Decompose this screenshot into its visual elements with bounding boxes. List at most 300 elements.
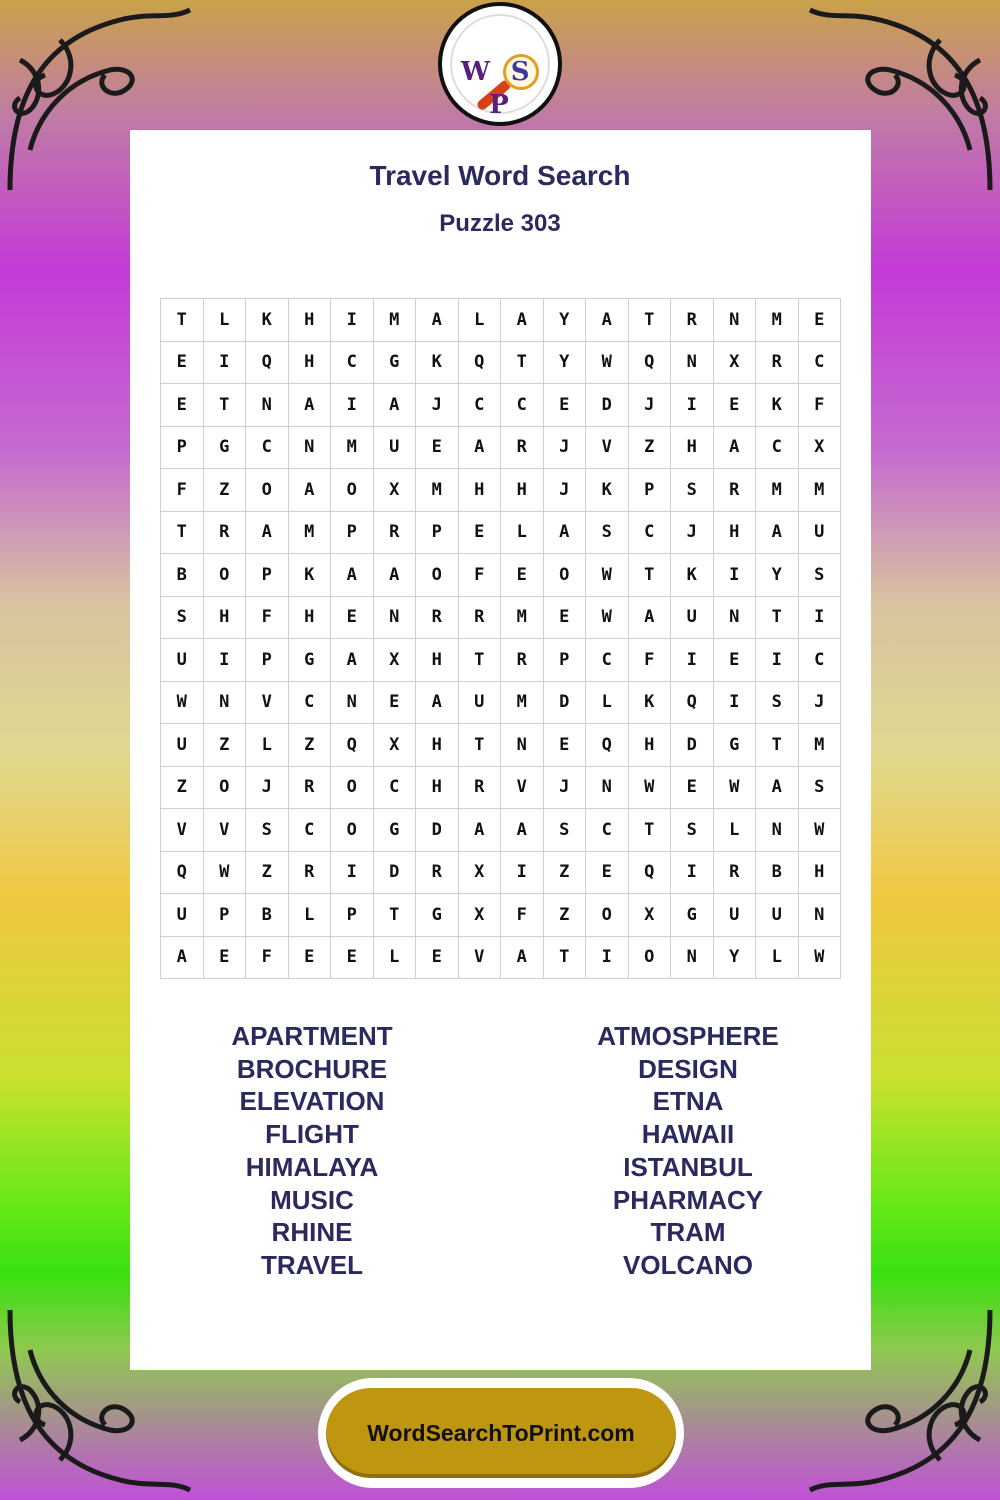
grid-cell[interactable]: M	[798, 469, 841, 512]
grid-cell[interactable]: E	[373, 681, 416, 724]
word-item: DESIGN	[638, 1053, 738, 1084]
grid-cell[interactable]: A	[373, 554, 416, 597]
grid-cell[interactable]: V	[458, 936, 501, 979]
grid-cell[interactable]: H	[288, 596, 331, 639]
grid-cell[interactable]: K	[671, 554, 714, 597]
logo-letter-s: S	[503, 54, 539, 90]
word-item: TRAM	[650, 1217, 726, 1248]
grid-cell[interactable]: H	[416, 724, 459, 767]
grid-cell[interactable]: Z	[203, 469, 246, 512]
grid-cell[interactable]: V	[586, 426, 629, 469]
grid-cell[interactable]: E	[331, 936, 374, 979]
grid-cell[interactable]: I	[203, 341, 246, 384]
grid-cell[interactable]: S	[246, 809, 289, 852]
grid-cell[interactable]: E	[543, 596, 586, 639]
grid-cell[interactable]: M	[798, 724, 841, 767]
grid-cell[interactable]: R	[501, 639, 544, 682]
grid-cell[interactable]: A	[628, 596, 671, 639]
grid-cell[interactable]: A	[458, 426, 501, 469]
grid-cell[interactable]: B	[756, 851, 799, 894]
grid-cell[interactable]: J	[543, 766, 586, 809]
grid-cell[interactable]: F	[501, 894, 544, 937]
grid-cell[interactable]: T	[161, 299, 204, 342]
grid-cell[interactable]: E	[671, 766, 714, 809]
grid-cell[interactable]: H	[288, 299, 331, 342]
grid-cell[interactable]: X	[628, 894, 671, 937]
wsp-logo	[438, 2, 562, 126]
grid-cell[interactable]: M	[331, 426, 374, 469]
grid-cell[interactable]: Z	[543, 851, 586, 894]
grid-cell[interactable]: O	[203, 766, 246, 809]
grid-row	[161, 724, 841, 767]
grid-cell[interactable]: N	[203, 681, 246, 724]
grid-cell[interactable]: W	[798, 809, 841, 852]
grid-row	[161, 639, 841, 682]
grid-cell[interactable]: A	[543, 511, 586, 554]
word-item: ATMOSPHERE	[597, 1021, 779, 1051]
grid-cell[interactable]: A	[501, 936, 544, 979]
grid-cell[interactable]: K	[628, 681, 671, 724]
word-item: ETNA	[652, 1086, 724, 1117]
word-item: HIMALAYA	[245, 1151, 379, 1182]
grid-cell[interactable]: U	[161, 894, 204, 937]
grid-cell[interactable]: I	[671, 384, 714, 427]
grid-cell[interactable]: F	[458, 554, 501, 597]
grid-row	[161, 596, 841, 639]
grid-cell[interactable]: S	[671, 809, 714, 852]
grid-cell[interactable]: F	[246, 936, 289, 979]
grid-cell[interactable]: X	[373, 724, 416, 767]
grid-cell[interactable]: I	[671, 851, 714, 894]
grid-cell[interactable]: K	[246, 299, 289, 342]
grid-cell[interactable]: H	[288, 341, 331, 384]
grid-row	[161, 894, 841, 937]
grid-cell[interactable]: W	[586, 596, 629, 639]
logo-ring	[450, 14, 550, 120]
grid-cell[interactable]: I	[203, 639, 246, 682]
grid-cell[interactable]: K	[288, 554, 331, 597]
grid-cell[interactable]: L	[756, 936, 799, 979]
grid-cell[interactable]: N	[288, 426, 331, 469]
grid-row	[161, 299, 841, 342]
grid-cell[interactable]: H	[798, 851, 841, 894]
grid-cell[interactable]: Z	[288, 724, 331, 767]
grid-cell[interactable]: T	[203, 384, 246, 427]
grid-cell[interactable]: T	[628, 299, 671, 342]
grid-cell[interactable]: L	[246, 724, 289, 767]
grid-cell[interactable]: R	[373, 511, 416, 554]
grid-cell[interactable]: Y	[756, 554, 799, 597]
grid-cell[interactable]: A	[586, 299, 629, 342]
grid-cell[interactable]: W	[161, 681, 204, 724]
grid-cell[interactable]: T	[458, 639, 501, 682]
grid-cell[interactable]: U	[161, 639, 204, 682]
grid-cell[interactable]: W	[628, 766, 671, 809]
grid-cell[interactable]: F	[798, 384, 841, 427]
grid-cell[interactable]: H	[458, 469, 501, 512]
grid-cell[interactable]: Q	[331, 724, 374, 767]
word-item: APARTMENT	[231, 1021, 393, 1051]
word-list-right	[538, 1020, 838, 1282]
grid-cell[interactable]: Q	[161, 851, 204, 894]
grid-cell[interactable]: T	[756, 596, 799, 639]
grid-row	[161, 809, 841, 852]
grid-row	[161, 341, 841, 384]
grid-cell[interactable]: T	[373, 894, 416, 937]
grid-cell[interactable]: E	[458, 511, 501, 554]
grid-row	[161, 936, 841, 979]
grid-cell[interactable]: I	[671, 639, 714, 682]
grid-cell[interactable]: S	[586, 511, 629, 554]
grid-row	[161, 469, 841, 512]
grid-cell[interactable]: A	[246, 511, 289, 554]
grid-cell[interactable]: N	[671, 936, 714, 979]
grid-cell[interactable]: C	[586, 639, 629, 682]
grid-cell[interactable]: Z	[543, 894, 586, 937]
grid-cell[interactable]: O	[331, 809, 374, 852]
grid-cell[interactable]: P	[543, 639, 586, 682]
grid-cell[interactable]: H	[501, 469, 544, 512]
grid-cell[interactable]: Z	[246, 851, 289, 894]
grid-cell[interactable]: C	[288, 809, 331, 852]
grid-cell[interactable]: Y	[713, 936, 756, 979]
grid-cell[interactable]: N	[373, 596, 416, 639]
grid-cell[interactable]: I	[713, 681, 756, 724]
grid-cell[interactable]: X	[458, 894, 501, 937]
grid-cell[interactable]: T	[501, 341, 544, 384]
grid-cell[interactable]: D	[373, 851, 416, 894]
grid-cell[interactable]: A	[458, 809, 501, 852]
grid-cell[interactable]: J	[798, 681, 841, 724]
grid-cell[interactable]: A	[288, 469, 331, 512]
grid-cell[interactable]: H	[203, 596, 246, 639]
grid-cell[interactable]: C	[798, 341, 841, 384]
grid-row	[161, 766, 841, 809]
grid-cell[interactable]: L	[203, 299, 246, 342]
grid-cell[interactable]: E	[161, 384, 204, 427]
grid-cell[interactable]: W	[203, 851, 246, 894]
grid-cell[interactable]: R	[288, 766, 331, 809]
grid-cell[interactable]: F	[628, 639, 671, 682]
grid-cell[interactable]: N	[756, 809, 799, 852]
grid-cell[interactable]: O	[203, 554, 246, 597]
grid-cell[interactable]: R	[713, 851, 756, 894]
grid-cell[interactable]: F	[246, 596, 289, 639]
grid-cell[interactable]: Q	[671, 681, 714, 724]
grid-cell[interactable]: O	[543, 554, 586, 597]
grid-cell[interactable]: X	[798, 426, 841, 469]
grid-cell[interactable]: L	[373, 936, 416, 979]
grid-cell[interactable]: N	[586, 766, 629, 809]
grid-cell[interactable]: P	[246, 554, 289, 597]
grid-cell[interactable]: V	[203, 809, 246, 852]
grid-cell[interactable]: N	[713, 596, 756, 639]
grid-cell[interactable]: A	[288, 384, 331, 427]
grid-cell[interactable]: B	[161, 554, 204, 597]
grid-cell[interactable]: Z	[161, 766, 204, 809]
grid-cell[interactable]: Z	[628, 426, 671, 469]
grid-cell[interactable]: N	[246, 384, 289, 427]
grid-cell[interactable]: H	[416, 766, 459, 809]
grid-cell[interactable]: J	[671, 511, 714, 554]
grid-cell[interactable]: I	[331, 299, 374, 342]
grid-cell[interactable]: T	[628, 809, 671, 852]
grid-cell[interactable]: M	[501, 596, 544, 639]
grid-cell[interactable]: D	[671, 724, 714, 767]
grid-cell[interactable]: V	[246, 681, 289, 724]
grid-cell[interactable]: E	[543, 724, 586, 767]
grid-cell[interactable]: Q	[628, 341, 671, 384]
grid-cell[interactable]: U	[671, 596, 714, 639]
grid-row	[161, 384, 841, 427]
grid-cell[interactable]: J	[416, 384, 459, 427]
grid-cell[interactable]: K	[416, 341, 459, 384]
grid-cell[interactable]: D	[543, 681, 586, 724]
grid-cell[interactable]: N	[331, 681, 374, 724]
grid-cell[interactable]: E	[713, 639, 756, 682]
grid-cell[interactable]: D	[586, 384, 629, 427]
word-item: ISTANBUL	[623, 1151, 753, 1182]
grid-cell[interactable]: J	[543, 426, 586, 469]
grid-cell[interactable]: C	[756, 426, 799, 469]
grid-cell[interactable]: S	[798, 766, 841, 809]
grid-cell[interactable]: U	[161, 724, 204, 767]
grid-cell[interactable]: R	[203, 511, 246, 554]
grid-cell[interactable]: G	[713, 724, 756, 767]
grid-row	[161, 681, 841, 724]
grid-cell[interactable]: P	[331, 894, 374, 937]
grid-cell[interactable]: E	[161, 341, 204, 384]
grid-cell[interactable]: L	[288, 894, 331, 937]
grid-cell[interactable]: M	[416, 469, 459, 512]
grid-cell[interactable]: P	[203, 894, 246, 937]
grid-cell[interactable]: T	[458, 724, 501, 767]
grid-cell[interactable]: Q	[586, 724, 629, 767]
grid-cell[interactable]: Y	[543, 299, 586, 342]
grid-cell[interactable]: N	[713, 299, 756, 342]
grid-cell[interactable]: X	[373, 639, 416, 682]
grid-cell[interactable]: A	[161, 936, 204, 979]
grid-cell[interactable]: W	[798, 936, 841, 979]
grid-cell[interactable]: E	[288, 936, 331, 979]
grid-cell[interactable]: D	[416, 809, 459, 852]
grid-cell[interactable]: H	[416, 639, 459, 682]
word-item: BROCHURE	[236, 1053, 388, 1084]
grid-cell[interactable]: E	[798, 299, 841, 342]
grid-cell[interactable]: Y	[543, 341, 586, 384]
grid-cell[interactable]: A	[501, 299, 544, 342]
footer-pill[interactable]	[326, 1388, 676, 1478]
grid-cell[interactable]: V	[501, 766, 544, 809]
grid-cell[interactable]: R	[713, 469, 756, 512]
puzzle-number: Puzzle 303	[439, 210, 561, 237]
grid-cell[interactable]: R	[416, 596, 459, 639]
grid-cell[interactable]: R	[458, 596, 501, 639]
grid-cell[interactable]: E	[416, 426, 459, 469]
grid-cell[interactable]: T	[543, 936, 586, 979]
grid-cell[interactable]: G	[416, 894, 459, 937]
grid-cell[interactable]: L	[713, 809, 756, 852]
logo-letter-p: P	[489, 90, 511, 120]
letter-grid	[160, 298, 841, 979]
grid-cell[interactable]: N	[501, 724, 544, 767]
grid-cell[interactable]: I	[331, 851, 374, 894]
grid-cell[interactable]: I	[501, 851, 544, 894]
grid-cell[interactable]: K	[756, 384, 799, 427]
word-list-left	[162, 1020, 462, 1282]
grid-row	[161, 511, 841, 554]
grid-cell[interactable]: U	[373, 426, 416, 469]
grid-cell[interactable]: Q	[246, 341, 289, 384]
grid-row	[161, 554, 841, 597]
grid-cell[interactable]: S	[671, 469, 714, 512]
grid-cell[interactable]: S	[543, 809, 586, 852]
grid-cell[interactable]: E	[586, 851, 629, 894]
grid-cell[interactable]: A	[501, 809, 544, 852]
grid-cell[interactable]: U	[798, 511, 841, 554]
grid-cell[interactable]: A	[331, 554, 374, 597]
grid-cell[interactable]: U	[713, 894, 756, 937]
grid-cell[interactable]: A	[331, 639, 374, 682]
word-item: HAWAII	[641, 1119, 735, 1150]
grid-cell[interactable]: W	[586, 554, 629, 597]
word-item: PHARMACY	[612, 1184, 764, 1215]
grid-cell[interactable]: R	[416, 851, 459, 894]
grid-cell[interactable]: N	[671, 341, 714, 384]
grid-cell[interactable]: L	[501, 511, 544, 554]
grid-cell[interactable]: A	[756, 511, 799, 554]
grid-cell[interactable]: I	[798, 596, 841, 639]
grid-cell[interactable]: R	[756, 341, 799, 384]
footer-badge	[318, 1378, 684, 1488]
grid-cell[interactable]: X	[713, 341, 756, 384]
grid-cell[interactable]: M	[501, 681, 544, 724]
grid-cell[interactable]: L	[586, 681, 629, 724]
grid-cell[interactable]: R	[288, 851, 331, 894]
word-item: ELEVATION	[239, 1086, 385, 1117]
grid-cell[interactable]: X	[458, 851, 501, 894]
grid-cell[interactable]: C	[288, 681, 331, 724]
grid-cell[interactable]: H	[671, 426, 714, 469]
grid-cell[interactable]: C	[246, 426, 289, 469]
grid-cell[interactable]: O	[246, 469, 289, 512]
grid-cell[interactable]: E	[331, 596, 374, 639]
grid-cell[interactable]: U	[458, 681, 501, 724]
grid-cell[interactable]: E	[203, 936, 246, 979]
grid-cell[interactable]: K	[586, 469, 629, 512]
grid-cell[interactable]: C	[586, 809, 629, 852]
grid-cell[interactable]: I	[756, 639, 799, 682]
grid-cell[interactable]: C	[458, 384, 501, 427]
grid-cell[interactable]: J	[628, 384, 671, 427]
grid-cell[interactable]: T	[756, 724, 799, 767]
grid-cell[interactable]: G	[203, 426, 246, 469]
grid-row	[161, 426, 841, 469]
grid-cell[interactable]: T	[628, 554, 671, 597]
grid-cell[interactable]: P	[161, 426, 204, 469]
grid-cell[interactable]: G	[671, 894, 714, 937]
grid-cell[interactable]: A	[373, 384, 416, 427]
grid-row	[161, 851, 841, 894]
grid-cell[interactable]: A	[756, 766, 799, 809]
grid-cell[interactable]: W	[713, 766, 756, 809]
grid-cell[interactable]: M	[756, 469, 799, 512]
word-item: VOLCANO	[623, 1249, 753, 1280]
footer-site-link[interactable]: WordSearchToPrint.com	[367, 1419, 635, 1446]
grid-cell[interactable]: X	[373, 469, 416, 512]
grid-cell[interactable]: I	[713, 554, 756, 597]
grid-cell[interactable]: M	[288, 511, 331, 554]
grid-cell[interactable]: O	[416, 554, 459, 597]
grid-cell[interactable]: C	[373, 766, 416, 809]
grid-cell[interactable]: E	[713, 384, 756, 427]
grid-cell[interactable]: P	[246, 639, 289, 682]
grid-cell[interactable]: C	[331, 341, 374, 384]
grid-cell[interactable]: H	[713, 511, 756, 554]
grid-cell[interactable]: P	[331, 511, 374, 554]
grid-cell[interactable]: W	[586, 341, 629, 384]
grid-cell[interactable]: Z	[203, 724, 246, 767]
grid-cell[interactable]: Q	[458, 341, 501, 384]
grid-cell[interactable]: N	[798, 894, 841, 937]
grid-cell[interactable]: E	[416, 936, 459, 979]
grid-cell[interactable]: O	[331, 766, 374, 809]
grid-cell[interactable]: S	[161, 596, 204, 639]
grid-cell[interactable]: J	[543, 469, 586, 512]
grid-cell[interactable]: T	[161, 511, 204, 554]
grid-cell[interactable]: E	[501, 554, 544, 597]
grid-cell[interactable]: G	[373, 809, 416, 852]
grid-cell[interactable]: S	[798, 554, 841, 597]
grid-cell[interactable]: G	[373, 341, 416, 384]
grid-cell[interactable]: H	[628, 724, 671, 767]
grid-cell[interactable]: M	[756, 299, 799, 342]
grid-cell[interactable]: L	[458, 299, 501, 342]
grid-cell[interactable]: A	[416, 681, 459, 724]
grid-cell[interactable]: C	[501, 384, 544, 427]
grid-cell[interactable]: P	[628, 469, 671, 512]
word-item: FLIGHT	[265, 1119, 359, 1150]
grid-cell[interactable]: I	[331, 384, 374, 427]
grid-cell[interactable]: C	[798, 639, 841, 682]
grid-cell[interactable]: M	[373, 299, 416, 342]
grid-cell[interactable]: O	[628, 936, 671, 979]
grid-cell[interactable]: U	[756, 894, 799, 937]
grid-cell[interactable]: A	[713, 426, 756, 469]
grid-cell[interactable]: O	[331, 469, 374, 512]
grid-cell[interactable]: E	[543, 384, 586, 427]
word-item: RHINE	[271, 1217, 353, 1248]
logo-letter-w: W	[460, 57, 493, 87]
grid-cell[interactable]: Q	[628, 851, 671, 894]
grid-cell[interactable]: V	[161, 809, 204, 852]
grid-cell[interactable]: P	[416, 511, 459, 554]
grid-cell[interactable]: G	[288, 639, 331, 682]
grid-cell[interactable]: R	[501, 426, 544, 469]
grid-cell[interactable]: C	[628, 511, 671, 554]
grid-cell[interactable]: S	[756, 681, 799, 724]
grid-cell[interactable]: B	[246, 894, 289, 937]
grid-cell[interactable]: O	[586, 894, 629, 937]
grid-cell[interactable]: I	[586, 936, 629, 979]
grid-cell[interactable]: F	[161, 469, 204, 512]
grid-cell[interactable]: J	[246, 766, 289, 809]
grid-cell[interactable]: A	[416, 299, 459, 342]
word-item: MUSIC	[270, 1184, 354, 1215]
grid-cell[interactable]: R	[458, 766, 501, 809]
grid-cell[interactable]: R	[671, 299, 714, 342]
logo-letters	[452, 54, 548, 120]
